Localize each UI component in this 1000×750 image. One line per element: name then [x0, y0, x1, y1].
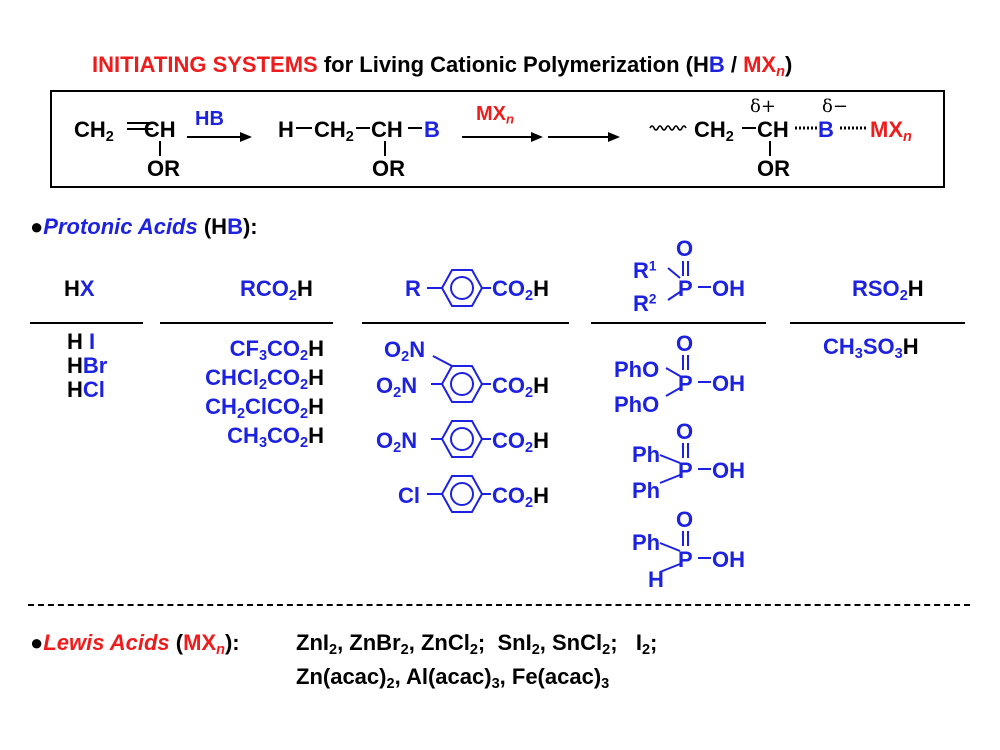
- phos1-pho-top: PhO: [614, 357, 660, 382]
- adduct-ch: CH: [371, 117, 403, 142]
- lewis-acids-label: Lewis Acids: [43, 630, 170, 655]
- dinitro-no2-left: $O_2N$: [376, 373, 418, 402]
- title-n: n: [776, 64, 785, 81]
- phos3-ph: Ph: [632, 530, 661, 555]
- hx-item-hcl: HCl: [67, 377, 105, 402]
- phos3-o: O: [676, 507, 694, 532]
- benzene-ring-nitro: [442, 421, 482, 457]
- adduct-ch2: $CH_2$: [314, 117, 354, 146]
- monomer-ch2-ch: $CH_2$ CH: [74, 117, 176, 146]
- carboxylic-item-ch3co2h: $CH_3CO_2H$: [227, 423, 324, 452]
- lewis-acids-heading: ●Lewis Acids $(MX_n)$:: [30, 630, 240, 659]
- delta-plus: δ+: [750, 96, 776, 117]
- phos1-pho-bottom: PhO: [614, 392, 660, 417]
- title-mx: MX: [743, 52, 777, 77]
- title-subtitle: for Living Cationic Polymerization (H: [317, 52, 709, 77]
- title-slash: /: [724, 52, 744, 77]
- bullet: ●: [30, 630, 44, 655]
- chloro-co2h: $CO_2H$: [492, 483, 549, 512]
- chain-mxn: $MX_n$: [870, 117, 912, 146]
- carboxylic-item-cf3co2h: $CF_3CO_2H$: [229, 336, 324, 365]
- adduct-h: H: [278, 117, 294, 142]
- col-header-phos-r2: $R^2$: [633, 291, 657, 316]
- chain-or: OR: [757, 156, 790, 181]
- phos1-oh: OH: [712, 371, 745, 396]
- arrow-label-mxn: $MX_n$: [476, 103, 515, 127]
- chloro-cl: Cl: [398, 483, 420, 508]
- col-header-benzoic: R: [405, 276, 421, 301]
- carboxylic-item-ch2clco2h: $CH_2ClCO_2H$: [205, 394, 324, 423]
- hx-item-hi: H I: [67, 329, 96, 354]
- phos2-o: O: [676, 419, 694, 444]
- carboxylic-item-chcl2co2h: $CHCl_2CO_2H$: [205, 365, 324, 394]
- benzene-ring-chloro: [442, 476, 482, 512]
- col-header-rso3h: $RSO_2H$: [852, 276, 924, 305]
- bullet: ●: [30, 214, 44, 239]
- phos2-ph-top: Ph: [632, 442, 661, 467]
- col-header-benzoic-co2h: $CO_2H$: [492, 276, 549, 305]
- title-close: ): [784, 52, 793, 77]
- sulfonic-ch3so3h: $CH_3SO_3H$: [823, 334, 919, 363]
- protonic-acids-label: Protonic Acids: [43, 214, 198, 239]
- benzene-ring-dinitro: [442, 366, 482, 402]
- section-divider: [28, 604, 970, 606]
- phos1-o: O: [676, 331, 694, 356]
- col-header-phos-r1: $R^1$: [633, 258, 657, 283]
- col-header-phos-o: O: [676, 236, 694, 261]
- dinitro-co2h: $CO_2H$: [492, 373, 549, 402]
- phos2-p: P: [678, 458, 693, 483]
- title-b: B: [708, 52, 725, 77]
- col-header-hx: HX: [64, 276, 95, 301]
- lewis-acids-line2: $Zn(acac)_2$, $Al(acac)_3$, $Fe(acac)_3$: [296, 664, 610, 693]
- delta-minus: δ−: [822, 96, 848, 117]
- col-header-phos-p: P: [678, 276, 693, 301]
- phos1-p: P: [678, 371, 693, 396]
- col-header-rco2h: $RCO_2H$: [240, 276, 313, 305]
- col-header-phos-oh: OH: [712, 276, 745, 301]
- adduct-or: OR: [372, 156, 405, 181]
- chain-ch2: $CH_2$: [694, 117, 734, 146]
- monomer-or: OR: [147, 156, 180, 181]
- phos3-p: P: [678, 547, 693, 572]
- chain-b: B: [818, 117, 834, 142]
- adduct-b: B: [424, 117, 440, 142]
- nitro-no2: $O_2N$: [376, 428, 418, 457]
- protonic-acids-heading: ●Protonic Acids (HB):: [30, 214, 258, 239]
- hx-item-hbr: HBr: [67, 353, 108, 378]
- chain-ch: CH: [757, 117, 789, 142]
- phos2-ph-bottom: Ph: [632, 478, 661, 503]
- dinitro-no2-top: $O_2N$: [384, 337, 426, 366]
- lewis-acids-line1: ZnI$_2$, ZnBr$_2$, ZnCl$_2$; SnI$_2$, SnCl$_2$; $I_2$;: [296, 630, 658, 659]
- benzene-ring-header: [442, 270, 482, 306]
- phos2-oh: OH: [712, 458, 745, 483]
- nitro-co2h: $CO_2H$: [492, 428, 549, 457]
- phos3-oh: OH: [712, 547, 745, 572]
- arrow-label-hb: HB: [195, 108, 224, 130]
- phos3-h: H: [648, 567, 664, 592]
- title-initiating-systems: INITIATING SYSTEMS: [92, 52, 318, 77]
